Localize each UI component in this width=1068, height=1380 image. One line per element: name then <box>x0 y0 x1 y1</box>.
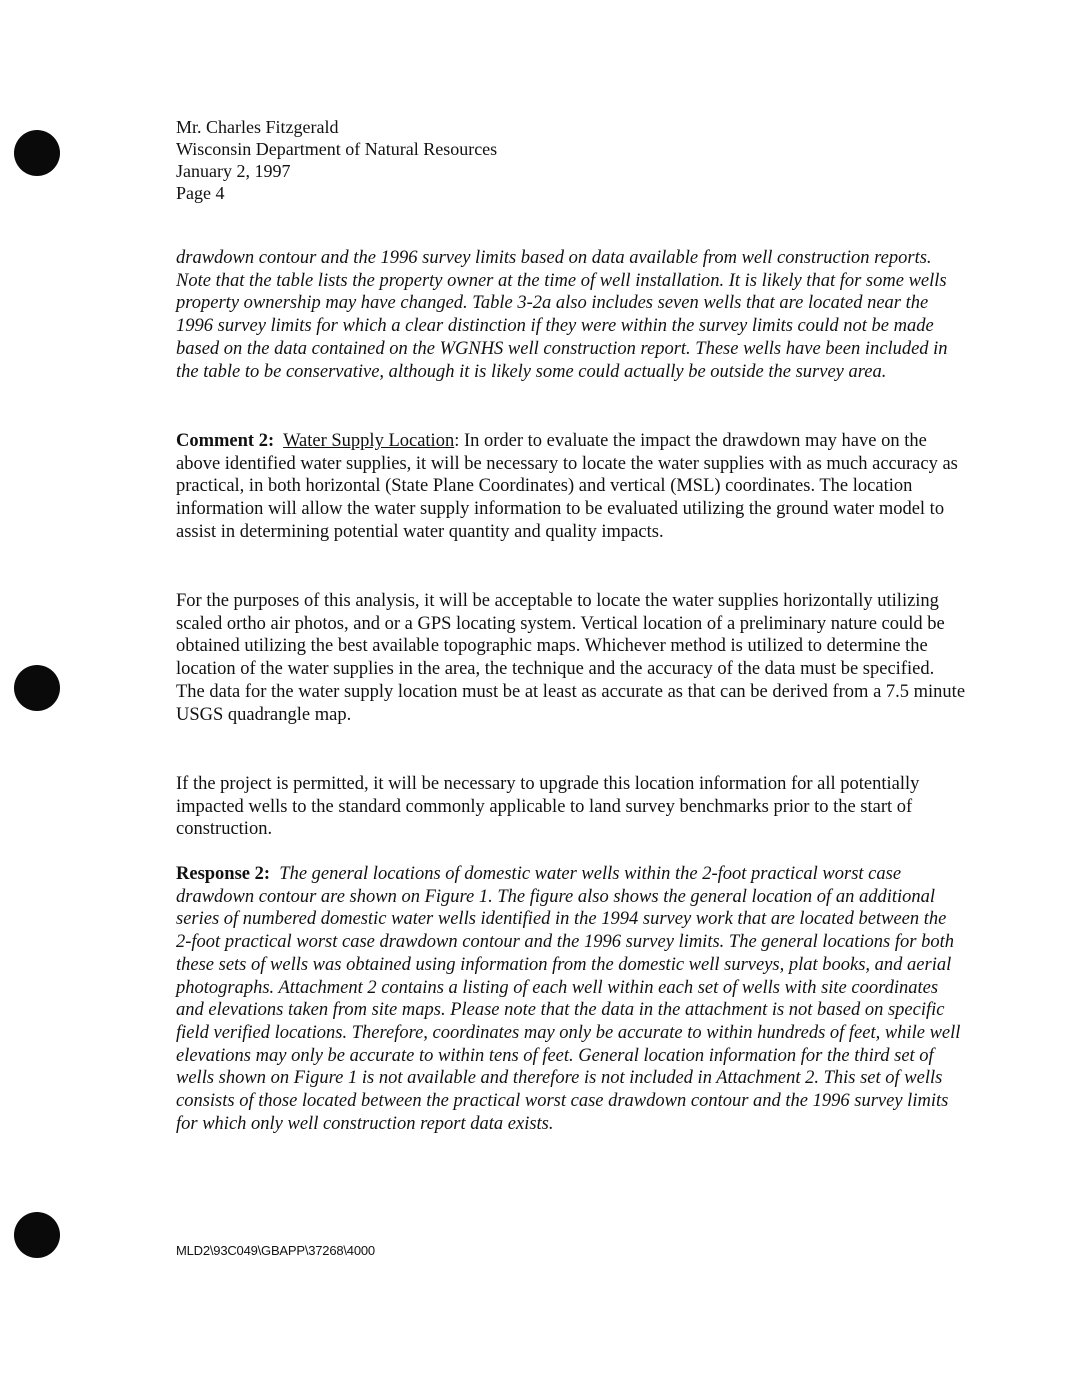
comment-2-text: : In order to evaluate the impact the drawdown may have on the above identified water supplies, it will be necessary to locate the water supplies with as much accuracy as practical, in both horizontal (State Plane Coordinates) and vertical (MSL) coordinates. The location information will allow the water supply information to be evaluated utilizing the ground water model to assist in determining potential water quantity and quality impacts. <box>176 431 958 542</box>
purposes-paragraph: For the purposes of this analysis, it will be acceptable to locate the water supplies horizontally utilizing scaled ortho air photos, and or a GPS locating system. Vertical location of a preliminary nature could be obtained utilizing the best available topographic maps. Whichever method is utilized to determine the location of the water supplies in the area, the technique and the accuracy of the data must be specified. The data for the water supply location must be at least as accurate as that can be derived from a 7.5 minute USGS quadrangle map. <box>176 591 966 725</box>
punch-hole <box>14 1212 60 1258</box>
letter-header <box>176 116 497 204</box>
letter-date: January 2, 1997 <box>176 161 291 181</box>
permitted-paragraph: If the project is permitted, it will be necessary to upgrade this location information for all potentially impacted wells to the standard commonly applicable to land survey benchmarks prior to the start of construction. <box>176 774 920 840</box>
response-2-label: Response 2: <box>176 864 271 884</box>
comment-2-label: Comment 2: <box>176 431 275 451</box>
comment-2-paragraph <box>176 430 966 544</box>
comment-2-title: Water Supply Location <box>283 431 455 451</box>
recipient-organization: Wisconsin Department of Natural Resources <box>176 139 498 159</box>
page-number: Page 4 <box>176 183 225 203</box>
document-reference-footer: MLD2\93C049\GBAPP\37268\4000 <box>176 1243 375 1258</box>
response-2-paragraph <box>176 863 966 1135</box>
continued-response-paragraph: drawdown contour and the 1996 survey limits based on data available from well construction reports. Note that the table lists the property owner at the time of well installation. It is likely that for some wells property ownership may have changed. Table 3-2a also includes seven wells that are located near the 1996 survey limits for which a clear distinction if they were within the survey limits could not be made based on the data contained on the WGNHS well construction report. These wells have been included in the table to be conservative, although it is likely some could actually be outside the survey area. <box>176 248 948 382</box>
punch-hole <box>14 665 60 711</box>
response-2-text: The general locations of domestic water wells within the 2-foot practical worst case drawdown contour are shown on Figure 1. The figure also shows the general location of an additional series of numbered domestic water wells identified in the 1994 survey work that are located between the 2-foot practical worst case drawdown contour and the 1996 survey limits. The general locations for both these sets of wells was obtained using information from the domestic well surveys, plat books, and aerial photographs. Attachment 2 contains a listing of each well within each set of wells with site coordinates and elevations taken from site maps. Please note that the data in the attachment is not based on specific field verified locations. Therefore, coordinates may only be accurate to within hundreds of feet, while well elevations may only be accurate to within tens of feet. General location information for the third set of wells shown on Figure 1 is not available and therefore is not included in Attachment 2. This set of wells consists of those located between the practical worst case drawdown contour and the 1996 survey limits for which only well construction report data exists. <box>176 864 961 1134</box>
punch-hole <box>14 130 60 176</box>
recipient-name: Mr. Charles Fitzgerald <box>176 117 339 137</box>
